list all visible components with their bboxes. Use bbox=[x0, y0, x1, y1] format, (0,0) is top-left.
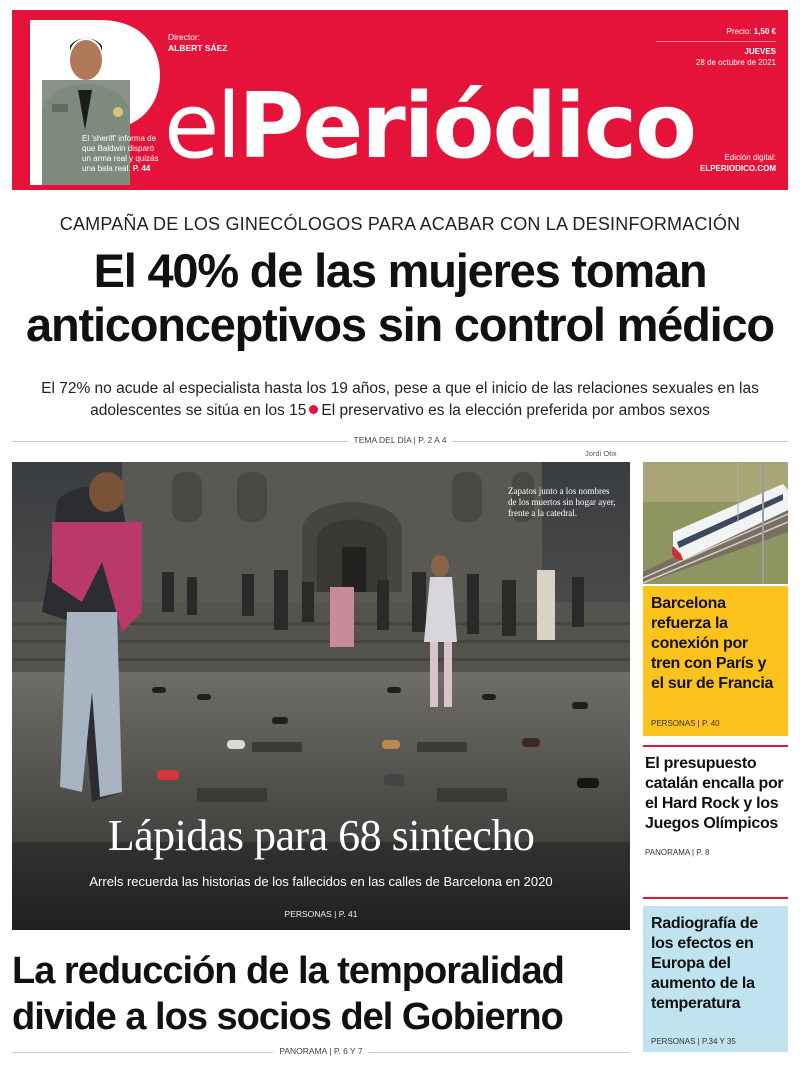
sidebar-story-climate-section: PERSONAS | P.34 Y 35 bbox=[651, 1037, 736, 1046]
sidebar-story-climate[interactable] bbox=[643, 906, 788, 1052]
lead-section-ref bbox=[12, 435, 788, 447]
bottom-headline-line-1: La reducción de la temporalidad bbox=[12, 950, 564, 992]
lead-section-label: TEMA DEL DÍA | P. 2 A 4 bbox=[348, 435, 453, 445]
price bbox=[656, 26, 776, 37]
price-label: Precio: bbox=[726, 27, 752, 36]
issue-date: 28 de octubre de 2021 bbox=[695, 58, 776, 67]
lead-subhead-line-2a: adolescentes se sitúa en los 15 bbox=[90, 402, 307, 419]
sidebar-story-climate-title: Radiografía de los efectos en Europa del aumento de la temperatura bbox=[651, 915, 758, 1012]
main-photo[interactable] bbox=[12, 462, 630, 930]
sidebar-story-train-section: PERSONAS | P. 40 bbox=[651, 719, 720, 728]
lead-headline[interactable] bbox=[0, 244, 800, 352]
newspaper-logo[interactable] bbox=[164, 74, 695, 179]
logo-name: Periódico bbox=[238, 74, 695, 179]
train-photo[interactable] bbox=[643, 462, 788, 584]
issue-weekday: JUEVES bbox=[744, 47, 776, 56]
red-divider bbox=[643, 745, 788, 747]
train-image bbox=[643, 462, 788, 584]
photo-credit: Jordi Otix bbox=[585, 449, 617, 458]
digital-edition[interactable] bbox=[700, 152, 776, 174]
logo-el: el bbox=[164, 74, 239, 179]
lead-kicker: CAMPAÑA DE LOS GINECÓLOGOS PARA ACABAR CON LA DESINFORMACIÓN bbox=[59, 214, 741, 234]
sidebar-story-train-title: Barcelona refuerza la conexión por tren con París y el sur de Francia bbox=[651, 595, 774, 692]
masthead bbox=[12, 10, 788, 190]
photo-inset-caption: Zapatos junto a los nombres de los muertos sin hogar ayer, frente a la catedral. bbox=[508, 486, 616, 518]
director-name: ALBERT SÁEZ bbox=[168, 43, 228, 53]
red-divider bbox=[643, 897, 788, 899]
photo-caption bbox=[82, 134, 162, 174]
bottom-section-label: PANORAMA | P. 6 Y 7 bbox=[273, 1046, 368, 1056]
lead-subhead bbox=[20, 378, 780, 422]
lead-subhead-line-1: El 72% no acude al especialista hasta los 19 años, pese a que el inicio de las relaciones sexuales en las bbox=[41, 380, 759, 397]
director-credit bbox=[168, 32, 228, 54]
lead-headline-line-1: El 40% de las mujeres toman bbox=[93, 244, 707, 297]
lead-headline-line-2: anticonceptivos sin control médico bbox=[26, 298, 774, 351]
photo-section-label: PERSONAS | P. 41 bbox=[284, 909, 358, 919]
sidebar-story-budget[interactable] bbox=[643, 754, 788, 857]
photo-caption-page: P. 44 bbox=[132, 164, 151, 173]
bottom-section-ref bbox=[12, 1046, 630, 1058]
photo-subtitle: Arrels recuerda las historias de los fallecidos en las calles de Barcelona en 2020 bbox=[89, 874, 553, 889]
photo-title[interactable]: Lápidas para 68 sintecho bbox=[107, 811, 535, 860]
price-value: 1,50 € bbox=[753, 27, 776, 36]
bottom-headline[interactable] bbox=[12, 948, 632, 1040]
digital-url[interactable]: ELPERIODICO.COM bbox=[699, 164, 776, 173]
digital-label: Edición digital: bbox=[724, 153, 776, 162]
sidebar-story-train[interactable] bbox=[643, 586, 788, 736]
bullet-dot-icon bbox=[309, 405, 318, 414]
sidebar-story-budget-section: PANORAMA | P. 8 bbox=[645, 848, 710, 857]
sidebar-story-budget-title: El presupuesto catalán encalla por el Hard Rock y los Juegos Olímpicos bbox=[645, 755, 784, 832]
bottom-headline-line-2: divide a los socios del Gobierno bbox=[12, 996, 563, 1038]
lead-subhead-line-2b: El preservativo es la elección preferida por ambos sexos bbox=[321, 402, 710, 419]
director-label: Director: bbox=[168, 32, 201, 42]
issue-info bbox=[656, 26, 776, 68]
photo-caption-text: El 'sheriff' informa de que Baldwin disparó un arma real y quizás una bala real. bbox=[82, 134, 159, 173]
divider bbox=[656, 41, 776, 42]
